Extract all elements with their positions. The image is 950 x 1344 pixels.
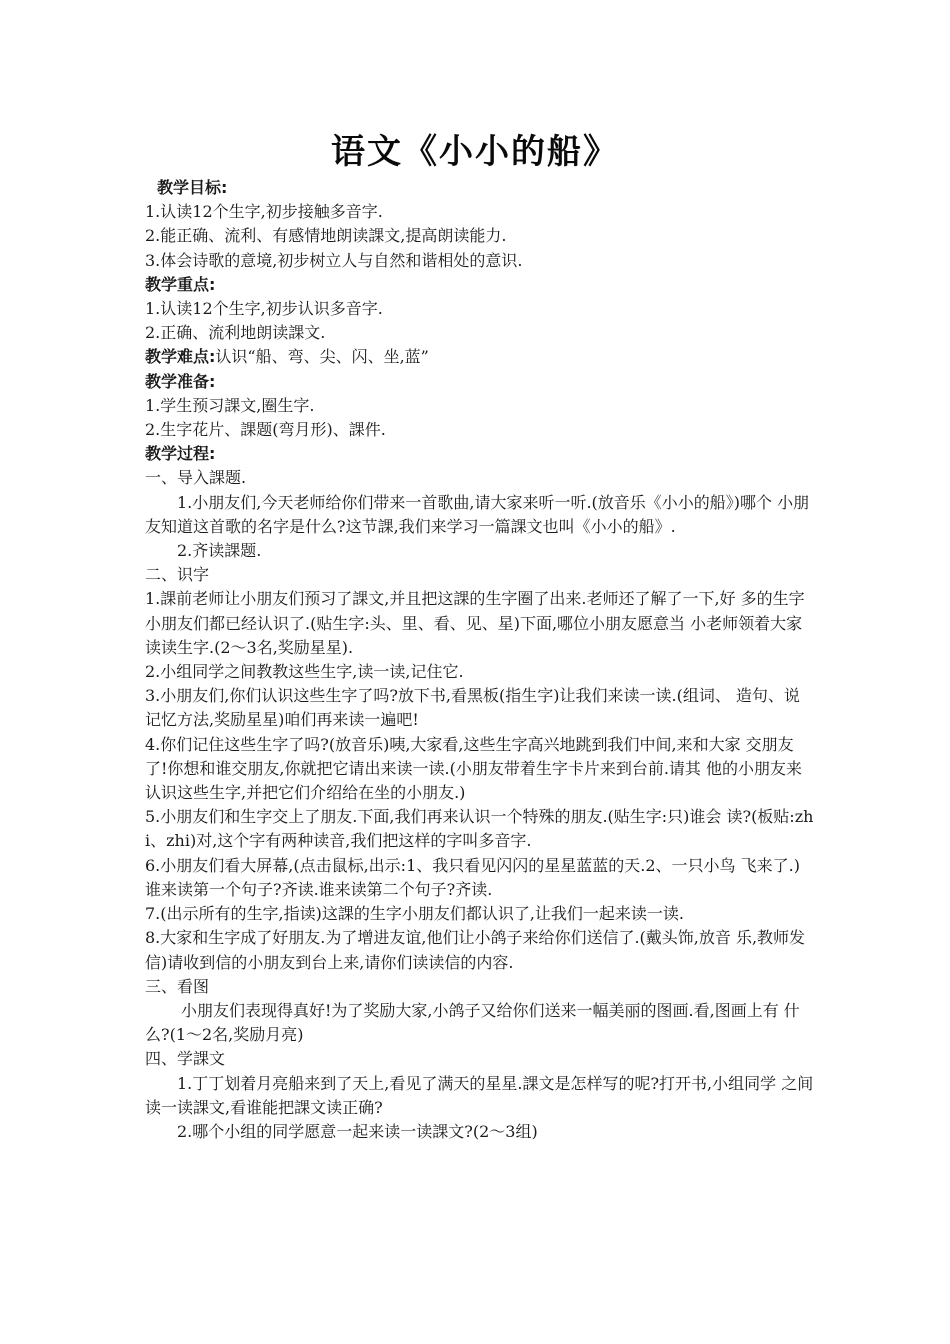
heading-key-points: 教学重点:: [145, 274, 216, 294]
paragraph: 1.认读12个生字,初步认识多音字.: [145, 299, 383, 319]
document-body: [145, 176, 815, 1144]
document-title: 语文《小小的船》: [331, 132, 619, 172]
section-heading: 四、学課文: [145, 1049, 226, 1069]
paragraph: 8.大家和生字成了好朋友.为了增进友谊,他们让小鸽子来给你们送信了.(戴头饰,放音 乐,教师发信)请收到信的小朋友到台上来,请你们读读信的内容.: [145, 928, 806, 972]
paragraph: 2.正确、流利地朗读課文.: [145, 323, 326, 343]
heading-difficulty: 教学难点:: [145, 347, 216, 367]
paragraph: 小朋友们表现得真好!为了奖励大家,小鸽子又给你们送来一幅美丽的图画.看,图画上有 什么?(1～2名,奖励月亮): [145, 1000, 800, 1045]
heading-process: 教学过程:: [145, 444, 216, 464]
section-heading: 三、看图: [145, 976, 210, 996]
difficulty-line: [145, 345, 815, 369]
paragraph: 1.认读12个生字,初步接触多音字.: [145, 202, 383, 222]
section-heading: 二、识字: [145, 565, 210, 585]
paragraph: 3.体会诗歌的意境,初步树立人与自然和谐相处的意识.: [145, 250, 523, 270]
difficulty-text: 认识“船、弯、尖、闪、坐,蓝”: [215, 347, 429, 367]
paragraph: 4.你们记住这些生字了吗?(放音乐)咦,大家看,这些生字高兴地跳到我们中间,来和大家 交朋友了!你想和谁交朋友,你就把它请出来读一读.(小朋友带着生字卡片来到台前.请其 他的小朋友来认识这些生字,并把它们介绍给在坐的小朋友.): [145, 734, 803, 803]
section-heading: 一、导入課题.: [145, 468, 247, 488]
paragraph: 1.課前老师让小朋友们预习了課文,并且把这課的生字圈了出来.老师还了解了一下,好 多的生字小朋友们都已经认识了.(贴生字:头、里、看、见、星)下面,哪位小朋友愿意当 小老师领着大家读读生字.(2～3名,奖励星星).: [145, 589, 805, 657]
heading-objectives: 教学目标:: [157, 178, 228, 197]
paragraph: 2.哪个小组的同学愿意一起来读一读課文?(2～3组): [177, 1121, 538, 1141]
paragraph: 7.(出示所有的生字,指读)这課的生字小朋友们都认识了,让我们一起来读一读.: [145, 904, 685, 924]
paragraph: 2.能正确、流利、有感情地朗读課文,提高朗读能力.: [145, 226, 507, 246]
paragraph: 2.生字花片、課题(弯月形)、課件.: [145, 420, 386, 440]
paragraph: 1.学生预习課文,圈生字.: [145, 395, 315, 415]
paragraph: 1.小朋友们,今天老师给你们带来一首歌曲,请大家来听一听.(放音乐《小小的船》)哪个 小朋友知道这首歌的名字是什么?这节課,我们来学习一篇課文也叫《小小的船》.: [145, 492, 810, 536]
paragraph: 6.小朋友们看大屏幕,(点击鼠标,出示:1、我只看见闪闪的星星蓝蓝的天.2、一只小鸟 飞来了.)谁来读第一个句子?齐读.谁来读第二个句子?齐读.: [145, 855, 800, 899]
paragraph: 2.小组同学之间教教这些生字,读一读,记住它.: [145, 662, 464, 682]
paragraph: 3.小朋友们,你们认识这些生字了吗?放下书,看黑板(指生字)让我们来读一读.(组词、 造句、说记忆方法,奖励星星)咱们再来读一遍吧!: [145, 686, 800, 730]
heading-preparation: 教学准备:: [145, 371, 216, 391]
paragraph: 1.丁丁划着月亮船来到了天上,看见了满天的星星.課文是怎样写的呢?打开书,小组同学 之间读一读課文,看谁能把課文读正确?: [145, 1073, 814, 1117]
paragraph: 5.小朋友们和生字交上了朋友.下面,我们再来认识一个特殊的朋友.(贴生字:只)谁会 读?(板贴:zhi、zhi)对,这个字有两种读音,我们把这样的字叫多音字.: [145, 807, 814, 851]
paragraph: 2.齐读課题.: [177, 541, 262, 561]
